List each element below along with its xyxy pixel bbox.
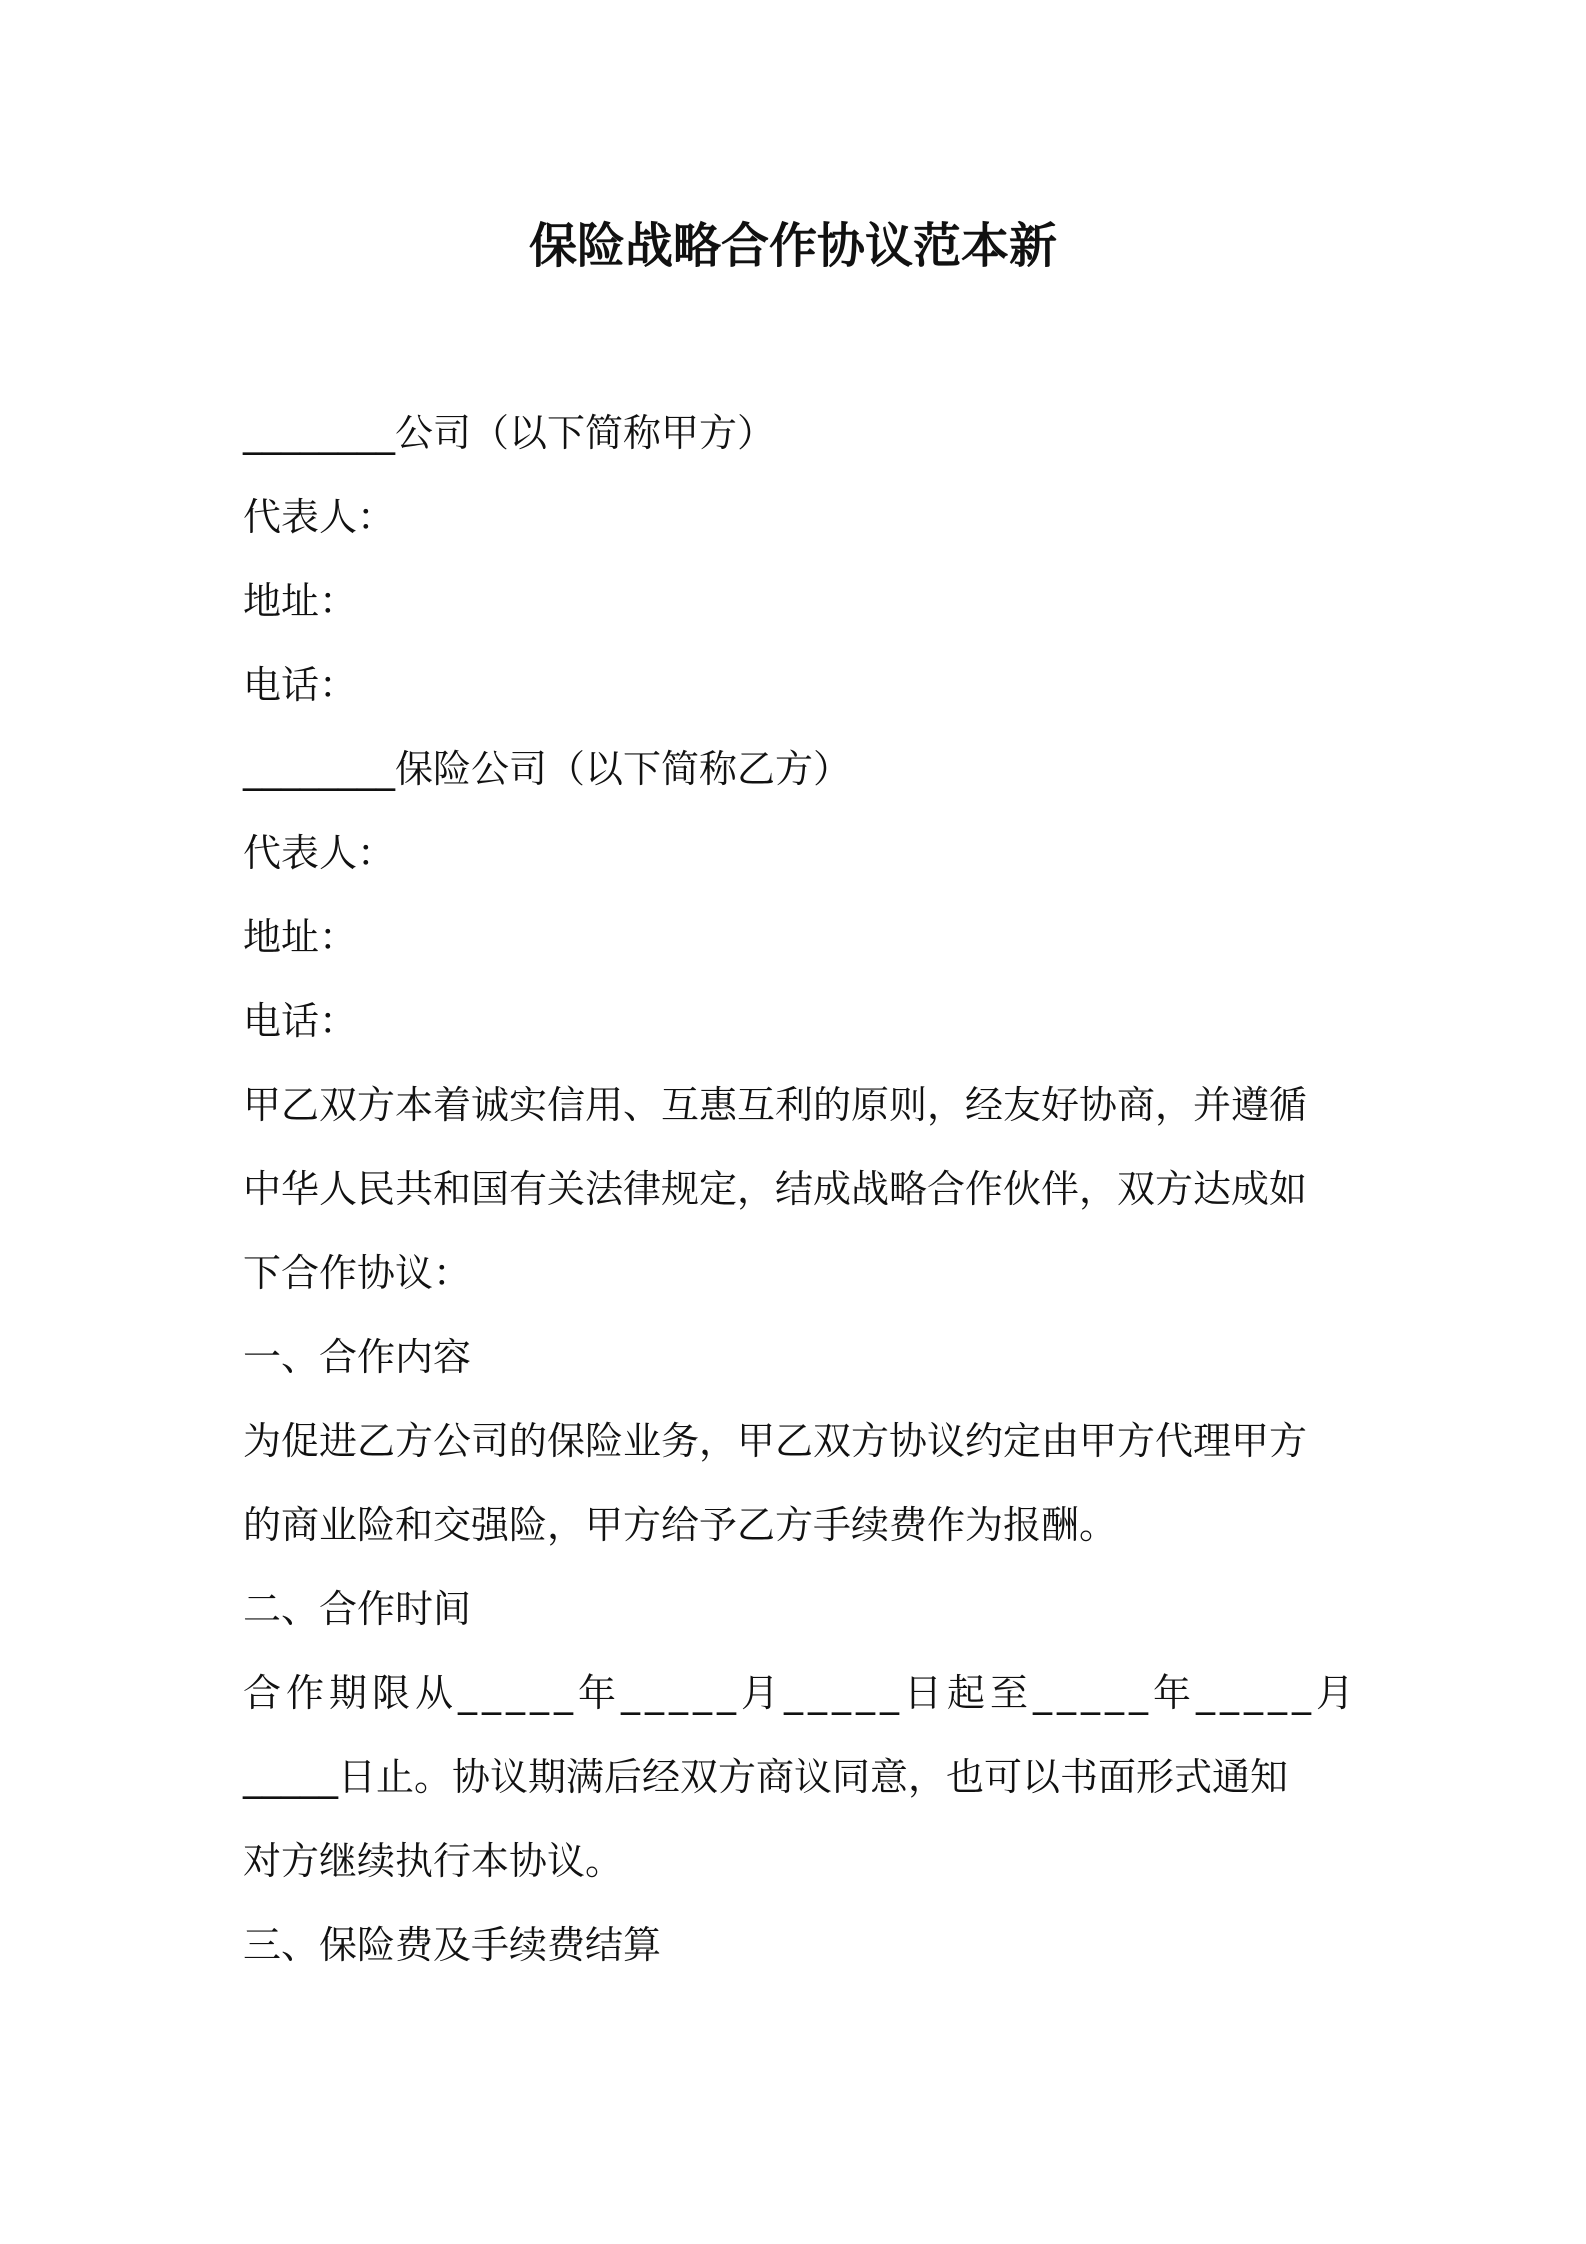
party-a-phone: 电话： [243,663,358,707]
intro-line-3: 下合作协议： [243,1251,472,1295]
intro-line-1: 甲乙双方本着诚实信用、互惠互利的原则，经友好协商，并遵循 [243,1083,1308,1127]
section-2-line-3: 对方继续执行本协议。 [243,1839,624,1883]
party-a-header: ________公司（以下简称甲方） [243,411,776,455]
section-1-heading: 一、合作内容 [243,1335,472,1379]
party-b-representative: 代表人： [243,831,396,875]
section-1-line-1: 为促进乙方公司的保险业务，甲乙双方协议约定由甲方代理甲方 [243,1419,1308,1463]
section-2-line-1: 合作期限从_____年_____月_____日起至_____年_____月 [243,1671,1360,1715]
party-a-representative: 代表人： [243,495,396,539]
party-b-address: 地址： [243,915,358,959]
section-3-heading: 三、保险费及手续费结算 [243,1923,662,1967]
document-title: 保险战略合作协议范本新 [528,218,1057,274]
section-1-line-2: 的商业险和交强险，甲方给予乙方手续费作为报酬。 [243,1503,1118,1547]
section-2-line-2: _____日止。协议期满后经双方商议同意，也可以书面形式通知 [243,1755,1289,1799]
intro-line-2: 中华人民共和国有关法律规定，结成战略合作伙伴，双方达成如 [243,1167,1308,1211]
section-2-heading: 二、合作时间 [243,1587,472,1631]
party-b-header: ________保险公司（以下简称乙方） [243,747,852,791]
party-a-address: 地址： [243,579,358,623]
party-b-phone: 电话： [243,999,358,1043]
